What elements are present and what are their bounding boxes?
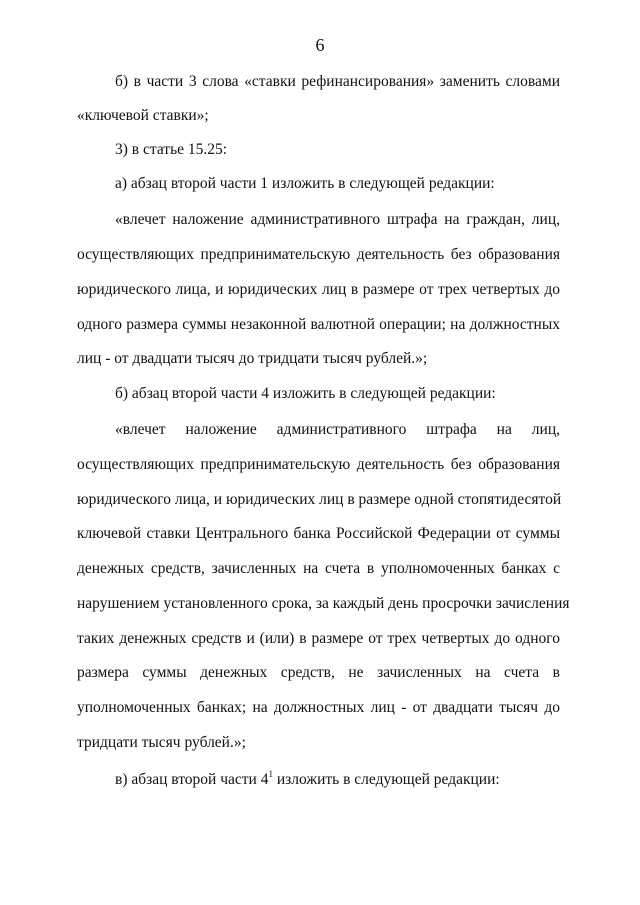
text-line: «ключевой ставки»;: [77, 107, 209, 124]
text-line: б) в части 3 слова «ставки рефинансирования» заменить словами: [115, 73, 560, 90]
text-line: таких денежных средств и (или) в размере от трех четвертых до одного: [77, 630, 560, 647]
text-line: осуществляющих предпринимательскую деятельность без образования: [77, 456, 560, 473]
text-line: юридического лица, и юридических лиц в размере от трех четвертых до: [77, 281, 560, 298]
text-line: «влечет наложение административного штрафа на лиц,: [115, 421, 560, 438]
text-line: юридического лица, и юридических лиц в размере одной стопятидесятой: [77, 491, 562, 508]
text-line: тридцати тысяч рублей.»;: [77, 734, 246, 751]
text-line: нарушением установленного срока, за каждый день просрочки зачисления: [77, 595, 570, 612]
text-line: 3) в статье 15.25:: [115, 141, 228, 158]
text-fragment: изложить в следующей редакции:: [272, 771, 500, 788]
text-line: одного размера суммы незаконной валютной операции; на должностных: [77, 316, 560, 333]
text-line: размера суммы денежных средств, не зачисленных на счета в: [77, 664, 560, 681]
text-line: а) абзац второй части 1 изложить в следующей редакции:: [115, 175, 495, 192]
text-line: уполномоченных банках; на должностных лиц - от двадцати тысяч до: [77, 699, 560, 716]
text-line-with-superscript: [115, 770, 560, 790]
page-number: 6: [315, 35, 325, 55]
text-fragment: в) абзац второй части 4: [115, 771, 269, 788]
text-line: осуществляющих предпринимательскую деятельность без образования: [77, 246, 560, 263]
text-line: ключевой ставки Центрального банка Российской Федерации от суммы: [77, 525, 560, 542]
text-line: лиц - от двадцати тысяч до тридцати тысяч рублей.»;: [77, 350, 428, 367]
text-line: б) абзац второй части 4 изложить в следующей редакции:: [115, 385, 496, 402]
text-line: «влечет наложение административного штрафа на граждан, лиц,: [115, 211, 560, 228]
text-line: денежных средств, зачисленных на счета в уполномоченных банках с: [77, 560, 560, 577]
superscript: 1: [268, 769, 273, 779]
